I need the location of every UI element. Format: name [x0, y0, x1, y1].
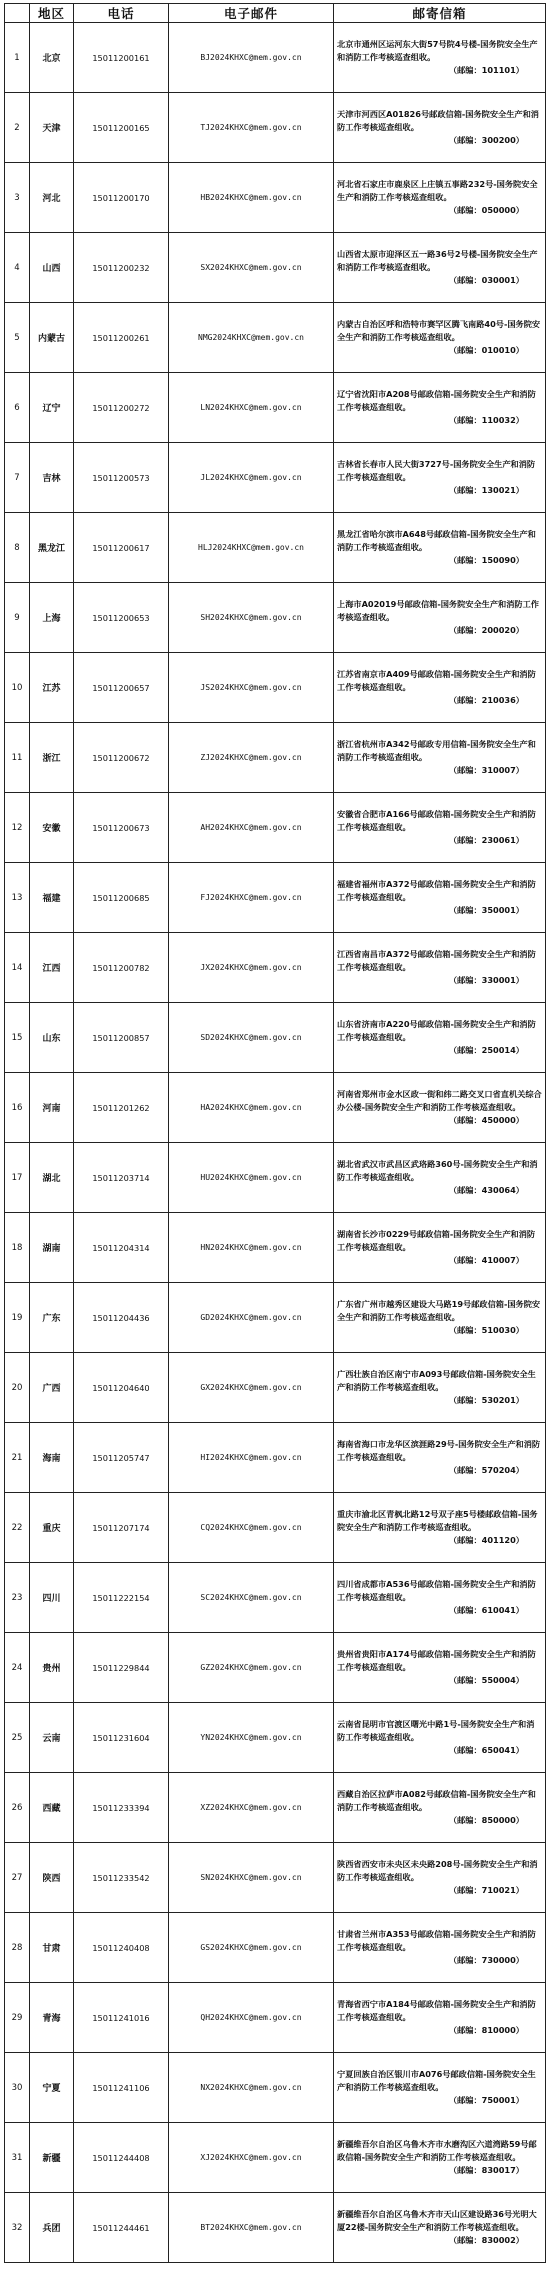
- phone-number: 15011200161: [74, 23, 169, 93]
- row-number: 6: [5, 373, 30, 443]
- header-num: [5, 4, 30, 23]
- row-number: 11: [5, 723, 30, 793]
- phone-number: 15011200653: [74, 583, 169, 653]
- phone-number: 15011233542: [74, 1843, 169, 1913]
- table-row: [5, 163, 546, 233]
- email-link[interactable]: SN2024KHXC@mem.gov.cn: [169, 1843, 334, 1913]
- mailing-address: [334, 1283, 546, 1353]
- table-row: [5, 1633, 546, 1703]
- email-link[interactable]: NX2024KHXC@mem.gov.cn: [169, 2053, 334, 2123]
- mailing-address: [334, 1353, 546, 1423]
- email-link[interactable]: HI2024KHXC@mem.gov.cn: [169, 1423, 334, 1493]
- region-name: 广东: [30, 1283, 74, 1353]
- row-number: 3: [5, 163, 30, 233]
- postal-code: （邮编：730000）: [448, 1955, 524, 1966]
- email-link[interactable]: GD2024KHXC@mem.gov.cn: [169, 1283, 334, 1353]
- address-text: 上海市A02019号邮政信箱-国务院安全生产和消防工作考核巡查组收。: [337, 598, 539, 622]
- region-name: 湖南: [30, 1213, 74, 1283]
- address-text: 新疆维吾尔自治区乌鲁木齐市水磨沟区六道湾路59号邮政信箱-国务院安全生产和消防工作考核巡查组收。: [337, 2138, 537, 2162]
- table-row: [5, 443, 546, 513]
- address-text: 广东省广州市越秀区建设大马路19号邮政信箱-国务院安全生产和消防工作考核巡查组收。: [337, 1298, 541, 1322]
- mailing-address: [334, 93, 546, 163]
- address-text: 黑龙江省哈尔滨市A648号邮政信箱-国务院安全生产和消防工作考核巡查组收。: [337, 528, 536, 552]
- row-number: 20: [5, 1353, 30, 1423]
- phone-number: 15011200573: [74, 443, 169, 513]
- address-text: 新疆维吾尔自治区乌鲁木齐市天山区建设路36号光明大厦22楼-国务院安全生产和消防工作考核巡查组收。: [337, 2208, 537, 2232]
- row-number: 26: [5, 1773, 30, 1843]
- region-name: 陕西: [30, 1843, 74, 1913]
- email-link[interactable]: AH2024KHXC@mem.gov.cn: [169, 793, 334, 863]
- row-number: 2: [5, 93, 30, 163]
- row-number: 14: [5, 933, 30, 1003]
- address-text: 青海省西宁市A184号邮政信箱-国务院安全生产和消防工作考核巡查组收。: [337, 1998, 536, 2022]
- phone-number: 15011229844: [74, 1633, 169, 1703]
- table-row: [5, 583, 546, 653]
- mailing-address: [334, 723, 546, 793]
- table-row: [5, 1493, 546, 1563]
- table-row: [5, 863, 546, 933]
- phone-number: 15011200261: [74, 303, 169, 373]
- phone-number: 15011200673: [74, 793, 169, 863]
- row-number: 27: [5, 1843, 30, 1913]
- postal-code: （邮编：050000）: [448, 205, 524, 216]
- table-row: [5, 1773, 546, 1843]
- address-text: 山西省太原市迎泽区五一路36号2号楼-国务院安全生产和消防工作考核巡查组收。: [337, 248, 538, 272]
- address-text: 海南省海口市龙华区滨涯路29号-国务院安全生产和消防工作考核巡查组收。: [337, 1438, 541, 1462]
- table-row: [5, 653, 546, 723]
- email-link[interactable]: QH2024KHXC@mem.gov.cn: [169, 1983, 334, 2053]
- phone-number: 15011241016: [74, 1983, 169, 2053]
- region-name: 河北: [30, 163, 74, 233]
- mailing-address: [334, 2123, 546, 2193]
- mailing-address: [334, 1213, 546, 1283]
- address-text: 浙江省杭州市A342号邮政专用信箱-国务院安全生产和消防工作考核巡查组收。: [337, 738, 536, 762]
- region-name: 河南: [30, 1073, 74, 1143]
- phone-number: 15011204314: [74, 1213, 169, 1283]
- postal-code: （邮编：030001）: [448, 275, 524, 286]
- phone-number: 15011244408: [74, 2123, 169, 2193]
- address-text: 湖南省长沙市0229号邮政信箱-国务院安全生产和消防工作考核巡查组收。: [337, 1228, 536, 1252]
- email-link[interactable]: GZ2024KHXC@mem.gov.cn: [169, 1633, 334, 1703]
- mailing-address: [334, 1703, 546, 1773]
- address-text: 山东省济南市A220号邮政信箱-国务院安全生产和消防工作考核巡查组收。: [337, 1018, 536, 1042]
- table-row: [5, 1563, 546, 1633]
- address-text: 辽宁省沈阳市A208号邮政信箱-国务院安全生产和消防工作考核巡查组收。: [337, 388, 536, 412]
- email-link[interactable]: CQ2024KHXC@mem.gov.cn: [169, 1493, 334, 1563]
- mailing-address: [334, 1773, 546, 1843]
- postal-code: （邮编：110032）: [448, 415, 524, 426]
- email-link[interactable]: HN2024KHXC@mem.gov.cn: [169, 1213, 334, 1283]
- mailing-address: [334, 1143, 546, 1213]
- postal-code: （邮编：430064）: [448, 1185, 524, 1196]
- table-row: [5, 93, 546, 163]
- region-name: 宁夏: [30, 2053, 74, 2123]
- phone-number: 15011201262: [74, 1073, 169, 1143]
- mailing-address: [334, 1633, 546, 1703]
- postal-code: （邮编：230061）: [448, 835, 524, 846]
- phone-number: 15011233394: [74, 1773, 169, 1843]
- mailing-address: [334, 1073, 546, 1143]
- row-number: 24: [5, 1633, 30, 1703]
- postal-code: （邮编：010010）: [448, 345, 524, 356]
- email-link[interactable]: FJ2024KHXC@mem.gov.cn: [169, 863, 334, 933]
- region-name: 福建: [30, 863, 74, 933]
- region-name: 上海: [30, 583, 74, 653]
- email-link[interactable]: JS2024KHXC@mem.gov.cn: [169, 653, 334, 723]
- postal-code: （邮编：350001）: [448, 905, 524, 916]
- row-number: 5: [5, 303, 30, 373]
- postal-code: （邮编：130021）: [448, 485, 524, 496]
- email-link[interactable]: GS2024KHXC@mem.gov.cn: [169, 1913, 334, 1983]
- postal-code: （邮编：830017）: [448, 2165, 524, 2176]
- email-link[interactable]: SX2024KHXC@mem.gov.cn: [169, 233, 334, 303]
- postal-code: （邮编：150090）: [448, 555, 524, 566]
- row-number: 29: [5, 1983, 30, 2053]
- postal-code: （邮编：750001）: [448, 2095, 524, 2106]
- phone-number: 15011244461: [74, 2193, 169, 2263]
- email-link[interactable]: SC2024KHXC@mem.gov.cn: [169, 1563, 334, 1633]
- table-row: [5, 1353, 546, 1423]
- mailing-address: [334, 1493, 546, 1563]
- row-number: 22: [5, 1493, 30, 1563]
- row-number: 10: [5, 653, 30, 723]
- email-link[interactable]: HLJ2024KHXC@mem.gov.cn: [169, 513, 334, 583]
- region-name: 广西: [30, 1353, 74, 1423]
- postal-code: （邮编：610041）: [448, 1605, 524, 1616]
- address-text: 江西省南昌市A372号邮政信箱-国务院安全生产和消防工作考核巡查组收。: [337, 948, 536, 972]
- address-text: 安徽省合肥市A166号邮政信箱-国务院安全生产和消防工作考核巡查组收。: [337, 808, 536, 832]
- mailing-address: [334, 443, 546, 513]
- mailing-address: [334, 793, 546, 863]
- phone-number: 15011200617: [74, 513, 169, 583]
- email-link[interactable]: HA2024KHXC@mem.gov.cn: [169, 1073, 334, 1143]
- row-number: 7: [5, 443, 30, 513]
- region-name: 甘肃: [30, 1913, 74, 1983]
- table-header: [5, 4, 546, 23]
- row-number: 19: [5, 1283, 30, 1353]
- table-row: [5, 1143, 546, 1213]
- mailing-address: [334, 933, 546, 1003]
- phone-number: 15011205747: [74, 1423, 169, 1493]
- row-number: 21: [5, 1423, 30, 1493]
- email-link[interactable]: ZJ2024KHXC@mem.gov.cn: [169, 723, 334, 793]
- table-row: [5, 1283, 546, 1353]
- email-link[interactable]: SH2024KHXC@mem.gov.cn: [169, 583, 334, 653]
- address-text: 河北省石家庄市鹿泉区上庄镇五事路232号-国务院安全生产和消防工作考核巡查组收。: [337, 178, 538, 202]
- postal-code: （邮编：530201）: [448, 1395, 524, 1406]
- email-link[interactable]: XJ2024KHXC@mem.gov.cn: [169, 2123, 334, 2193]
- row-number: 23: [5, 1563, 30, 1633]
- email-link[interactable]: JX2024KHXC@mem.gov.cn: [169, 933, 334, 1003]
- table-row: [5, 2123, 546, 2193]
- address-text: 江苏省南京市A409号邮政信箱-国务院安全生产和消防工作考核巡查组收。: [337, 668, 536, 692]
- region-name: 安徽: [30, 793, 74, 863]
- header-region: 地区: [30, 4, 74, 23]
- phone-number: 15011240408: [74, 1913, 169, 1983]
- address-text: 西藏自治区拉萨市A082号邮政信箱-国务院安全生产和消防工作考核巡查组收。: [337, 1788, 536, 1812]
- postal-code: （邮编：550004）: [448, 1675, 524, 1686]
- address-text: 福建省福州市A372号邮政信箱-国务院安全生产和消防工作考核巡查组收。: [337, 878, 536, 902]
- email-link[interactable]: YN2024KHXC@mem.gov.cn: [169, 1703, 334, 1773]
- table-row: [5, 233, 546, 303]
- postal-code: （邮编：310007）: [448, 765, 524, 776]
- mailing-address: [334, 1423, 546, 1493]
- row-number: 31: [5, 2123, 30, 2193]
- address-text: 天津市河西区A01826号邮政信箱-国务院安全生产和消防工作考核巡查组收。: [337, 108, 539, 132]
- postal-code: （邮编：710021）: [448, 1885, 524, 1896]
- postal-code: （邮编：250014）: [448, 1045, 524, 1056]
- email-link[interactable]: XZ2024KHXC@mem.gov.cn: [169, 1773, 334, 1843]
- email-link[interactable]: TJ2024KHXC@mem.gov.cn: [169, 93, 334, 163]
- table-body: [5, 23, 546, 2263]
- table-row: [5, 933, 546, 1003]
- mailing-address: [334, 653, 546, 723]
- postal-code: （邮编：850000）: [448, 1815, 524, 1826]
- region-name: 浙江: [30, 723, 74, 793]
- row-number: 25: [5, 1703, 30, 1773]
- mailing-address: [334, 1003, 546, 1073]
- phone-number: 15011200165: [74, 93, 169, 163]
- row-number: 1: [5, 23, 30, 93]
- mailing-address: [334, 1563, 546, 1633]
- table-row: [5, 23, 546, 93]
- mailing-address: [334, 163, 546, 233]
- mailing-address: [334, 583, 546, 653]
- phone-number: 15011203714: [74, 1143, 169, 1213]
- postal-code: （邮编：410007）: [448, 1255, 524, 1266]
- region-name: 四川: [30, 1563, 74, 1633]
- mailing-address: [334, 303, 546, 373]
- email-link[interactable]: HB2024KHXC@mem.gov.cn: [169, 163, 334, 233]
- region-name: 贵州: [30, 1633, 74, 1703]
- row-number: 18: [5, 1213, 30, 1283]
- phone-number: 15011241106: [74, 2053, 169, 2123]
- table-row: [5, 513, 546, 583]
- mailing-address: [334, 1843, 546, 1913]
- address-text: 广西壮族自治区南宁市A093号邮政信箱-国务院安全生产和消防工作考核巡查组收。: [337, 1368, 536, 1392]
- region-name: 江西: [30, 933, 74, 1003]
- address-text: 河南省郑州市金水区政一街和纬二路交叉口省直机关综合办公楼-国务院安全生产和消防工作考核巡查组收。: [337, 1088, 542, 1112]
- phone-number: 15011200170: [74, 163, 169, 233]
- mailing-address: [334, 373, 546, 443]
- postal-code: （邮编：450000）: [448, 1115, 524, 1126]
- row-number: 32: [5, 2193, 30, 2263]
- address-text: 甘肃省兰州市A353号邮政信箱-国务院安全生产和消防工作考核巡查组收。: [337, 1928, 536, 1952]
- row-number: 28: [5, 1913, 30, 1983]
- mailing-address: [334, 513, 546, 583]
- table-row: [5, 1983, 546, 2053]
- table-row: [5, 303, 546, 373]
- email-link[interactable]: HU2024KHXC@mem.gov.cn: [169, 1143, 334, 1213]
- contact-table: [4, 3, 546, 2263]
- postal-code: （邮编：570204）: [448, 1465, 524, 1476]
- row-number: 13: [5, 863, 30, 933]
- email-link[interactable]: NMG2024KHXC@mem.gov.cn: [169, 303, 334, 373]
- region-name: 兵团: [30, 2193, 74, 2263]
- phone-number: 15011200782: [74, 933, 169, 1003]
- header-row: [5, 4, 546, 23]
- phone-number: 15011207174: [74, 1493, 169, 1563]
- address-text: 重庆市渝北区青枫北路12号双子座5号楼邮政信箱-国务院安全生产和消防工作考核巡查组收。: [337, 1508, 538, 1532]
- region-name: 山东: [30, 1003, 74, 1073]
- region-name: 青海: [30, 1983, 74, 2053]
- postal-code: （邮编：300200）: [448, 135, 524, 146]
- table-row: [5, 2053, 546, 2123]
- table-row: [5, 1913, 546, 1983]
- table-row: [5, 1843, 546, 1913]
- region-name: 湖北: [30, 1143, 74, 1213]
- phone-number: 15011200672: [74, 723, 169, 793]
- row-number: 30: [5, 2053, 30, 2123]
- table-row: [5, 373, 546, 443]
- header-email: 电子邮件: [169, 4, 334, 23]
- address-text: 四川省成都市A536号邮政信箱-国务院安全生产和消防工作考核巡查组收。: [337, 1578, 536, 1602]
- mailing-address: [334, 233, 546, 303]
- header-address: 邮寄信箱: [334, 4, 546, 23]
- address-text: 宁夏回族自治区银川市A076号邮政信箱-国务院安全生产和消防工作考核巡查组收。: [337, 2068, 536, 2092]
- mailing-address: [334, 1983, 546, 2053]
- mailing-address: [334, 863, 546, 933]
- region-name: 吉林: [30, 443, 74, 513]
- postal-code: （邮编：330001）: [448, 975, 524, 986]
- region-name: 辽宁: [30, 373, 74, 443]
- address-text: 吉林省长春市人民大街3727号-国务院安全生产和消防工作考核巡查组收。: [337, 458, 536, 482]
- phone-number: 15011200857: [74, 1003, 169, 1073]
- region-name: 西藏: [30, 1773, 74, 1843]
- email-link[interactable]: GX2024KHXC@mem.gov.cn: [169, 1353, 334, 1423]
- table-row: [5, 1073, 546, 1143]
- mailing-address: [334, 1913, 546, 1983]
- phone-number: 15011204436: [74, 1283, 169, 1353]
- region-name: 重庆: [30, 1493, 74, 1563]
- address-text: 湖北省武汉市武昌区武珞路360号-国务院安全生产和消防工作考核巡查组收。: [337, 1158, 538, 1182]
- region-name: 新疆: [30, 2123, 74, 2193]
- address-text: 内蒙古自治区呼和浩特市赛罕区腾飞南路40号-国务院安全生产和消防工作考核巡查组收。: [337, 318, 541, 342]
- postal-code: （邮编：830002）: [448, 2235, 524, 2246]
- row-number: 16: [5, 1073, 30, 1143]
- row-number: 9: [5, 583, 30, 653]
- address-text: 贵州省贵阳市A174号邮政信箱-国务院安全生产和消防工作考核巡查组收。: [337, 1648, 536, 1672]
- region-name: 内蒙古: [30, 303, 74, 373]
- table-row: [5, 1423, 546, 1493]
- email-link[interactable]: BJ2024KHXC@mem.gov.cn: [169, 23, 334, 93]
- row-number: 17: [5, 1143, 30, 1213]
- region-name: 黑龙江: [30, 513, 74, 583]
- mailing-address: [334, 23, 546, 93]
- row-number: 15: [5, 1003, 30, 1073]
- phone-number: 15011200232: [74, 233, 169, 303]
- mailing-address: [334, 2193, 546, 2263]
- table-row: [5, 793, 546, 863]
- phone-number: 15011204640: [74, 1353, 169, 1423]
- row-number: 12: [5, 793, 30, 863]
- postal-code: （邮编：510030）: [448, 1325, 524, 1336]
- postal-code: （邮编：401120）: [448, 1535, 524, 1546]
- postal-code: （邮编：101101）: [448, 65, 524, 76]
- phone-number: 15011200657: [74, 653, 169, 723]
- table-row: [5, 2193, 546, 2263]
- address-text: 云南省昆明市官渡区曙光中路1号-国务院安全生产和消防工作考核巡查组收。: [337, 1718, 535, 1742]
- phone-number: 15011231604: [74, 1703, 169, 1773]
- row-number: 4: [5, 233, 30, 303]
- region-name: 北京: [30, 23, 74, 93]
- postal-code: （邮编：210036）: [448, 695, 524, 706]
- email-link[interactable]: SD2024KHXC@mem.gov.cn: [169, 1003, 334, 1073]
- email-link[interactable]: LN2024KHXC@mem.gov.cn: [169, 373, 334, 443]
- table-row: [5, 1003, 546, 1073]
- phone-number: 15011200272: [74, 373, 169, 443]
- email-link[interactable]: JL2024KHXC@mem.gov.cn: [169, 443, 334, 513]
- phone-number: 15011222154: [74, 1563, 169, 1633]
- address-text: 北京市通州区运河东大街57号院4号楼-国务院安全生产和消防工作考核巡查组收。: [337, 38, 538, 62]
- address-text: 陕西省西安市未央区未央路208号-国务院安全生产和消防工作考核巡查组收。: [337, 1858, 538, 1882]
- mailing-address: [334, 2053, 546, 2123]
- region-name: 江苏: [30, 653, 74, 723]
- postal-code: （邮编：200020）: [448, 625, 524, 636]
- region-name: 山西: [30, 233, 74, 303]
- region-name: 云南: [30, 1703, 74, 1773]
- phone-number: 15011200685: [74, 863, 169, 933]
- postal-code: （邮编：810000）: [448, 2025, 524, 2036]
- email-link[interactable]: BT2024KHXC@mem.gov.cn: [169, 2193, 334, 2263]
- header-phone: 电话: [74, 4, 169, 23]
- table-row: [5, 1703, 546, 1773]
- region-name: 海南: [30, 1423, 74, 1493]
- table-row: [5, 1213, 546, 1283]
- region-name: 天津: [30, 93, 74, 163]
- table-row: [5, 723, 546, 793]
- postal-code: （邮编：650041）: [448, 1745, 524, 1756]
- row-number: 8: [5, 513, 30, 583]
